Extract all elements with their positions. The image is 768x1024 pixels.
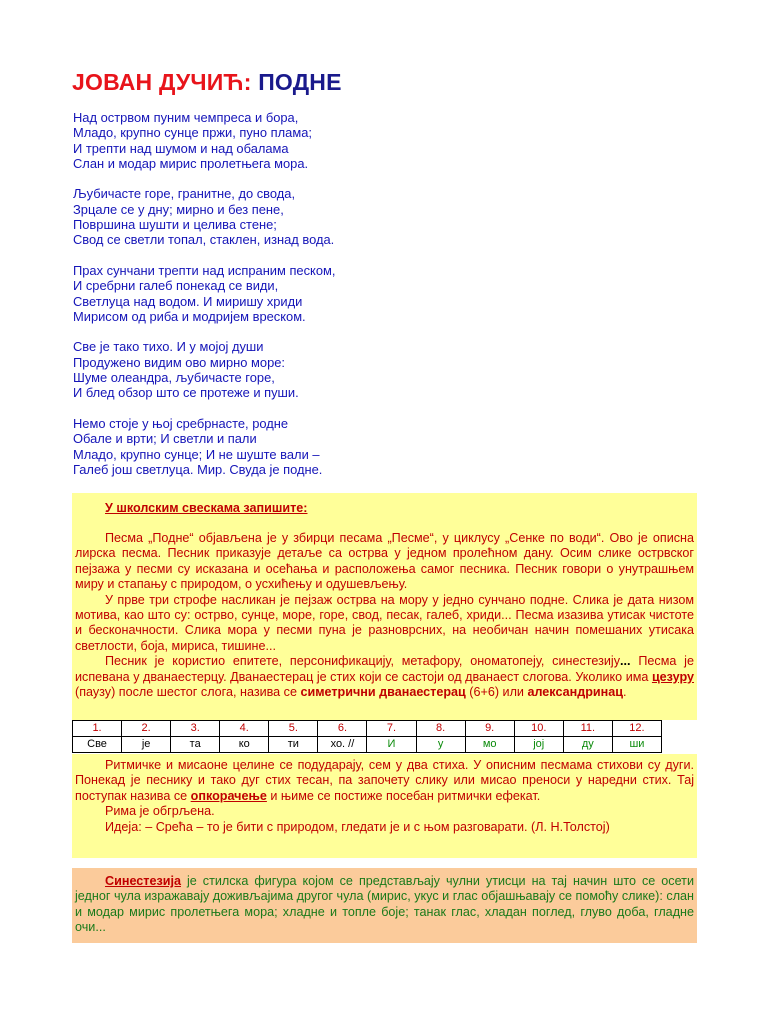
syllable-cell: у (416, 737, 465, 753)
notes-paragraph: Песма „Подне“ објављена је у збирци песама „Песме“, у циклусу „Сенке по води“. Ово је описна лирска песма. Песник приказује детаље са острва у једном пролећном дану. Осим слике острвског пејзажа у песми су исказана и осећања и расположења самог песника. Песник говори о унутрашњем миру и стапању с природом, о усхићењу и одушевљењу. (75, 531, 694, 592)
verse-line: Свод се светли топал, стаклен, изнад вода. (73, 232, 335, 248)
notes-paragraph (75, 758, 694, 804)
notes-text: и њиме се постиже посебан ритмички ефекат. (266, 788, 541, 803)
verse-line: Обале и врти; И светли и пали (73, 431, 257, 447)
notes-text: ... (620, 654, 631, 669)
verse-line: Немо стоје у њој сребрнасте, родне (73, 415, 289, 431)
syllable-number: 10. (514, 721, 563, 737)
verse-line: Младо, крупно сунце; И не шуште вали – (73, 446, 320, 462)
term-symmetric-dodecasyllable: симетрични дванаестерац (300, 685, 466, 700)
page-title (72, 67, 342, 97)
verse-line: И трепти над шумом и над обалама (73, 140, 289, 156)
syllable-cell: ду (563, 737, 612, 753)
syllable-number: 7. (367, 721, 416, 737)
verse-line: Слан и модар мирис пролетњега мора. (73, 155, 309, 171)
syllable-number: 2. (122, 721, 171, 737)
syllable-number: 6. (318, 721, 367, 737)
syllable-cell: мо (465, 737, 514, 753)
synesthesia-box (72, 868, 697, 943)
idea-note: Идеја: – Срећа – то је бити с природом, гледати је и с њом разговарати. (Л. Н.Толстој) (105, 819, 610, 834)
notes-box (72, 493, 697, 720)
syllable-cell: је (122, 737, 171, 753)
syllable-cell: ши (612, 737, 661, 753)
syllable-cell: хо. // (318, 737, 367, 753)
verse-line: Шуме олеандра, љубичасте горе, (73, 370, 275, 386)
syllable-cell: та (171, 737, 220, 753)
verse-line: Продужено видим ово мирно море: (73, 354, 285, 370)
notes-text: Ритмичке и мисаоне целине се подударају, сем у два стиха. У описним песмама стихови су дуги. Понекад је песнику и тако дуг стих тесан, па започету слику или мисао преноси у наредни стих. Тај поступак назива се (75, 758, 694, 803)
syllable-number: 4. (220, 721, 269, 737)
notes-text: (6+6) или (465, 685, 528, 700)
verse-line: Светлуца над водом. И миришу хриди (73, 293, 303, 309)
syllable-cell: ти (269, 737, 318, 753)
syllable-number: 8. (416, 721, 465, 737)
syllable-cell: ко (220, 737, 269, 753)
verse-line: Над острвом пуним чемпреса и бора, (73, 110, 299, 125)
notes-text: Песма је испевана у дванаестерцу. Дванаестерац је стих који се састоји од дванаест слогова. Уколико има (75, 654, 694, 684)
synesthesia-text: је стилска фигура којом се представљају чулни утисци на тај начин што се осети једног чула изражавају доживљајима другог чула (мирис, укус и глас објашњавају се помоћу слике): слан и модар мирис пролетњега мора; хладне и топле боје; танак глас, хладан поглед, глуво доба, гладне очи... (75, 874, 694, 935)
syllable-number: 9. (465, 721, 514, 737)
verse-line: Галеб још светлуца. Мир. Свуда је подне. (73, 461, 323, 477)
rhyme-note: Рима је обгрљена. (105, 804, 215, 819)
notes-box-continued (72, 754, 697, 858)
stanza (73, 339, 335, 400)
verse-line: Површина шушти и целива стене; (73, 217, 277, 233)
verse-line: И блед обзор што се протеже и пуши. (73, 385, 299, 401)
syllable-number: 12. (612, 721, 661, 737)
verse-line: Прах сунчани трепти над испраним песком, (73, 262, 336, 278)
notes-paragraph (75, 654, 694, 700)
term-caesura: цезуру (651, 669, 694, 684)
syllable-cell: И (367, 737, 416, 753)
term-synesthesia: Синестезија (105, 874, 181, 888)
stanza (73, 186, 335, 247)
notes-text: (паузу) после шестог слога, назива се (75, 685, 301, 700)
syllable-number: 5. (269, 721, 318, 737)
syllable-cell: јој (514, 737, 563, 753)
synesthesia-definition (75, 874, 694, 936)
notes-text: Песник је користио епитете, персонификацију, метафору, ономатопеју, синестезију (105, 654, 621, 669)
poem-body (73, 110, 335, 477)
verse-line: Све је тако тихо. И у мојој души (73, 339, 264, 355)
title-poem: ПОДНЕ (258, 69, 342, 95)
stanza (73, 416, 335, 477)
verse-line: И сребрни галеб понекад се види, (73, 278, 279, 294)
notes-paragraph: У прве три строфе насликан је пејзаж острва на мору у једно сунчано подне. Слика је дата низом мотива, као што су: острво, сунце, море, горе, свод, песак, галеб, хриди... Песма изазива утисак чистоте и бесконачности. Слика мора у песми пуна је разноврсних, на необичан начин помешаних утисака светлости, боја, мириса, тишине... (75, 592, 694, 653)
verse-line: Младо, крупно сунце пржи, пуно плама; (73, 125, 312, 141)
syllable-cell: Све (73, 737, 122, 753)
syllable-table (72, 720, 662, 753)
stanza (73, 263, 335, 324)
title-author: ЈОВАН ДУЧИЋ: (72, 69, 252, 95)
syllable-number-row (73, 721, 662, 737)
term-alexandrine: александринац (527, 685, 623, 700)
notes-heading: У школским свескама запишите: (105, 501, 308, 515)
verse-line: Зрцале се у дну; мирно и без пене, (73, 201, 284, 217)
syllable-number: 11. (563, 721, 612, 737)
verse-line: Љубичасте горе, гранитне, до свода, (73, 186, 296, 202)
verse-line: Мирисом од риба и модријем вреском. (73, 308, 306, 324)
stanza (73, 110, 335, 171)
syllable-number: 1. (73, 721, 122, 737)
term-enjambment: опкорачење (190, 788, 267, 803)
syllable-row (73, 737, 662, 753)
notes-text: . (623, 685, 627, 700)
syllable-number: 3. (171, 721, 220, 737)
